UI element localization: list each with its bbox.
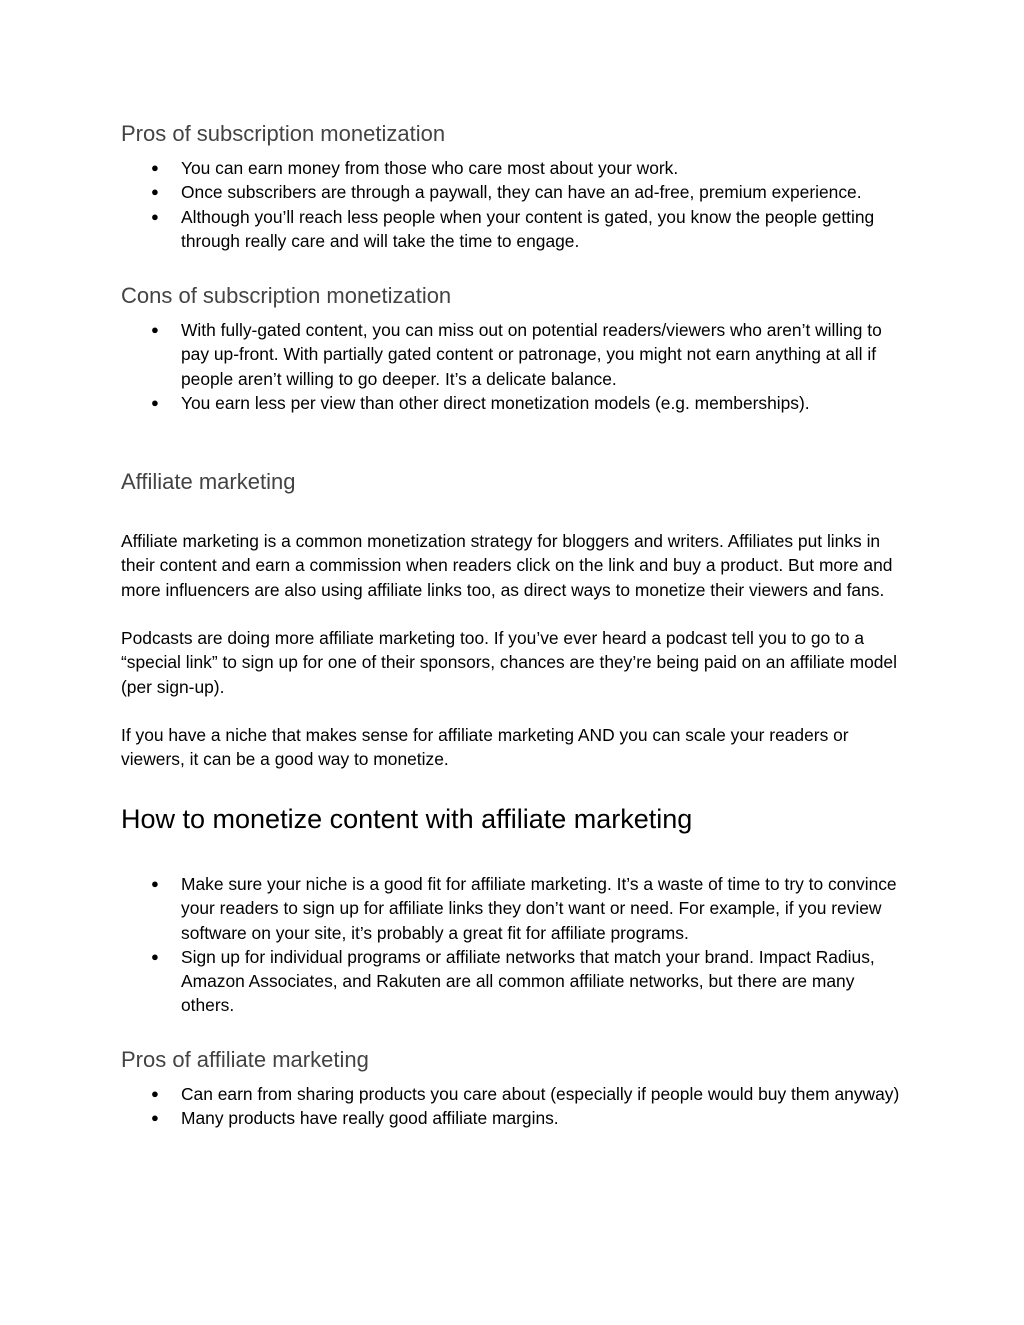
list-item: ● Although you’ll reach less people when your content is gated, you know the people getting through really care and will take the time to engage.: [121, 205, 911, 254]
heading-pros-affiliate: Pros of affiliate marketing: [121, 1047, 369, 1072]
heading-cons-subscription: Cons of subscription monetization: [121, 283, 452, 308]
list-item: ● You earn less per view than other direct monetization models (e.g. memberships).: [121, 391, 911, 415]
paragraph-affiliate-podcasts: Podcasts are doing more affiliate marketing too. If you’ve ever heard a podcast tell you to go to a “special link” to sign up for one of their sponsors, chances are they’re being paid on an affiliate model (per sign-up).: [121, 628, 897, 697]
heading-affiliate-marketing: Affiliate marketing: [121, 469, 296, 494]
list-pros-subscription: [121, 156, 911, 253]
list-item: ● Can earn from sharing products you care about (especially if people would buy them anyway): [121, 1082, 911, 1106]
list-item: ● You can earn money from those who care most about your work.: [121, 156, 911, 180]
list-how-to-monetize: [121, 872, 911, 1018]
list-item: ● With fully-gated content, you can miss out on potential readers/viewers who aren’t willing to pay up-front. With partially gated content or patronage, you might not earn anything at all if people aren’t willing to go deeper. It’s a delicate balance.: [121, 318, 911, 391]
list-item: ● Make sure your niche is a good fit for affiliate marketing. It’s a waste of time to try to convince your readers to sign up for affiliate links they don’t want or need. For example, if you review software on your site, it’s probably a great fit for affiliate programs.: [121, 872, 911, 945]
list-pros-affiliate: [121, 1082, 911, 1131]
heading-pros-subscription: Pros of subscription monetization: [121, 121, 446, 146]
list-item: ● Sign up for individual programs or affiliate networks that match your brand. Impact Radius, Amazon Associates, and Rakuten are all common affiliate networks, but there are many others.: [121, 945, 911, 1018]
paragraph-affiliate-niche: If you have a niche that makes sense for affiliate marketing AND you can scale your readers or viewers, it can be a good way to monetize.: [121, 725, 849, 770]
list-item: ● Once subscribers are through a paywall, they can have an ad-free, premium experience.: [121, 180, 911, 204]
paragraph-affiliate-intro: Affiliate marketing is a common monetization strategy for bloggers and writers. Affiliates put links in their content and earn a commission when readers click on the link and buy a product. But more and more influencers are also using affiliate links too, as direct ways to monetize their viewers and fans.: [121, 531, 893, 600]
list-item: ● Many products have really good affiliate margins.: [121, 1106, 911, 1130]
heading-how-to-monetize: How to monetize content with affiliate marketing: [121, 804, 693, 834]
list-cons-subscription: [121, 318, 911, 415]
